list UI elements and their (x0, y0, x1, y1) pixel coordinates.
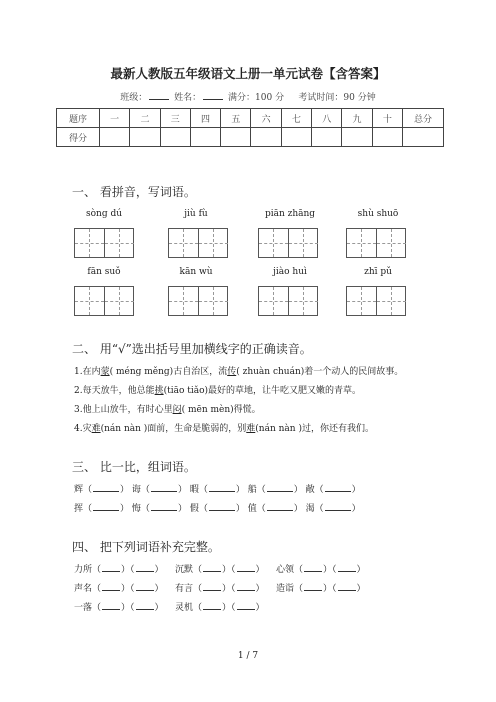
answer-blank[interactable] (136, 601, 154, 610)
writing-grid[interactable] (168, 286, 228, 316)
question-line-2: 2.每天放牛，他总能挑(tiāo tiǎo)最好的草地，让牛吃又肥又嫩的青草。 (74, 386, 362, 396)
compare-row-1: 辉（ ） 诲（ ） 暇（ ） 船（ ） 敞（ ） (74, 485, 361, 495)
section-4-heading: 四、 把下列词语补充完整。 (72, 540, 220, 554)
complete-row-1: 力所（ ）（ ） 沉默（ ）（ ） 心领（ ）（ ） (74, 565, 366, 575)
score-cell[interactable] (251, 128, 281, 147)
score-cell[interactable] (281, 128, 311, 147)
score-cell[interactable] (221, 128, 251, 147)
pinyin: shù shuō (357, 209, 399, 219)
score-header-cell: 二 (130, 109, 160, 128)
page-number: 1 / 7 (237, 651, 259, 661)
pinyin: piān zhāng (264, 209, 316, 219)
underlined-char: 闷 (172, 405, 182, 415)
score-header-cell: 八 (312, 109, 342, 128)
answer-blank[interactable] (237, 582, 255, 591)
score-header-cell: 一 (100, 109, 130, 128)
pinyin: jiù fù (184, 209, 208, 219)
answer-blank[interactable] (338, 582, 356, 591)
writing-grid[interactable] (74, 286, 134, 316)
full-score: 满分：100 分 (228, 93, 285, 103)
section-1-heading: 一、 看拼音，写词语。 (72, 185, 196, 199)
underlined-char: 难 (91, 424, 101, 434)
compare-row-2: 挥（ ） 悔（ ） 假（ ） 值（ ） 渴（ ） (74, 504, 361, 514)
score-cell[interactable] (100, 128, 130, 147)
pinyin: kān wù (179, 267, 213, 277)
document-title: 最新人教版五年级语文上册一单元试卷【含答案】 (110, 66, 386, 81)
question-line-4: 4.灾难(nán nàn )面前，生命是脆弱的，别难(nán nàn )过，你还有我们。 (74, 424, 374, 434)
answer-blank[interactable] (102, 582, 120, 591)
writing-grid[interactable] (346, 228, 406, 258)
answer-blank[interactable] (304, 563, 322, 572)
score-header-cell: 四 (190, 109, 220, 128)
answer-blank[interactable] (338, 563, 356, 572)
name-blank (203, 90, 223, 100)
answer-blank[interactable] (93, 502, 119, 511)
answer-blank[interactable] (151, 483, 177, 492)
score-header-row (57, 109, 444, 128)
score-header-cell: 十 (372, 109, 402, 128)
score-cell[interactable] (403, 128, 444, 147)
answer-blank[interactable] (267, 483, 293, 492)
writing-grid[interactable] (258, 286, 318, 316)
score-table (56, 108, 444, 147)
pinyin: fān suǒ (87, 267, 121, 277)
score-cell[interactable] (342, 128, 372, 147)
answer-blank[interactable] (136, 582, 154, 591)
complete-row-2: 声名（ ）（ ） 有言（ ）（ ） 造诣（ ）（ ） (74, 584, 366, 594)
answer-blank[interactable] (209, 502, 235, 511)
writing-grid[interactable] (168, 228, 228, 258)
answer-blank[interactable] (237, 601, 255, 610)
section-3-heading: 三、 比一比，组词语。 (72, 460, 196, 474)
answer-blank[interactable] (203, 582, 221, 591)
writing-grid[interactable] (346, 286, 406, 316)
name-label: 姓名： (174, 93, 202, 103)
exam-time: 考试时间：90 分钟 (298, 93, 376, 103)
answer-blank[interactable] (102, 563, 120, 572)
answer-blank[interactable] (237, 563, 255, 572)
score-cell[interactable] (130, 128, 160, 147)
pinyin-row-1 (56, 209, 456, 223)
complete-row-3: 一落（ ）（ ） 灵机（ ）（ ） (74, 603, 265, 613)
underlined-char: 难 (246, 424, 256, 434)
pinyin: sòng dú (85, 209, 123, 219)
answer-blank[interactable] (136, 563, 154, 572)
score-value-row (57, 128, 444, 147)
section-2-heading: 二、 用“√”选出括号里加横线字的正确读音。 (72, 342, 312, 356)
writing-grid[interactable] (74, 228, 134, 258)
pinyin: jiào huì (273, 267, 307, 277)
underlined-char: 传 (227, 367, 237, 377)
score-header-cell: 题序 (57, 109, 100, 128)
exam-info (0, 90, 496, 103)
score-header-cell: 七 (281, 109, 311, 128)
score-header-cell: 六 (251, 109, 281, 128)
answer-blank[interactable] (325, 483, 351, 492)
answer-blank[interactable] (304, 582, 322, 591)
underlined-char: 蒙 (100, 367, 110, 377)
answer-blank[interactable] (93, 483, 119, 492)
answer-blank[interactable] (325, 502, 351, 511)
score-header-cell: 总分 (403, 109, 444, 128)
answer-blank[interactable] (102, 601, 120, 610)
answer-blank[interactable] (203, 601, 221, 610)
score-cell[interactable] (312, 128, 342, 147)
score-row-label: 得分 (57, 128, 100, 147)
question-line-1: 1.在内蒙( méng měng)古自治区，流传( zhuàn chuán)着一个动人的民间故事。 (74, 367, 404, 377)
score-cell[interactable] (160, 128, 190, 147)
answer-blank[interactable] (209, 483, 235, 492)
pinyin-row-2 (56, 267, 456, 281)
answer-blank[interactable] (267, 502, 293, 511)
answer-blank[interactable] (151, 502, 177, 511)
class-blank (149, 90, 169, 100)
score-cell[interactable] (372, 128, 402, 147)
score-header-cell: 九 (342, 109, 372, 128)
question-line-3: 3.他上山放牛，有时心里闷( mēn mèn)得慌。 (74, 405, 261, 415)
class-label: 班级： (120, 93, 148, 103)
score-cell[interactable] (190, 128, 220, 147)
pinyin: zhī pǔ (364, 267, 392, 277)
score-header-cell: 五 (221, 109, 251, 128)
score-header-cell: 三 (160, 109, 190, 128)
writing-grid[interactable] (258, 228, 318, 258)
answer-blank[interactable] (203, 563, 221, 572)
underlined-char: 挑 (154, 386, 164, 396)
